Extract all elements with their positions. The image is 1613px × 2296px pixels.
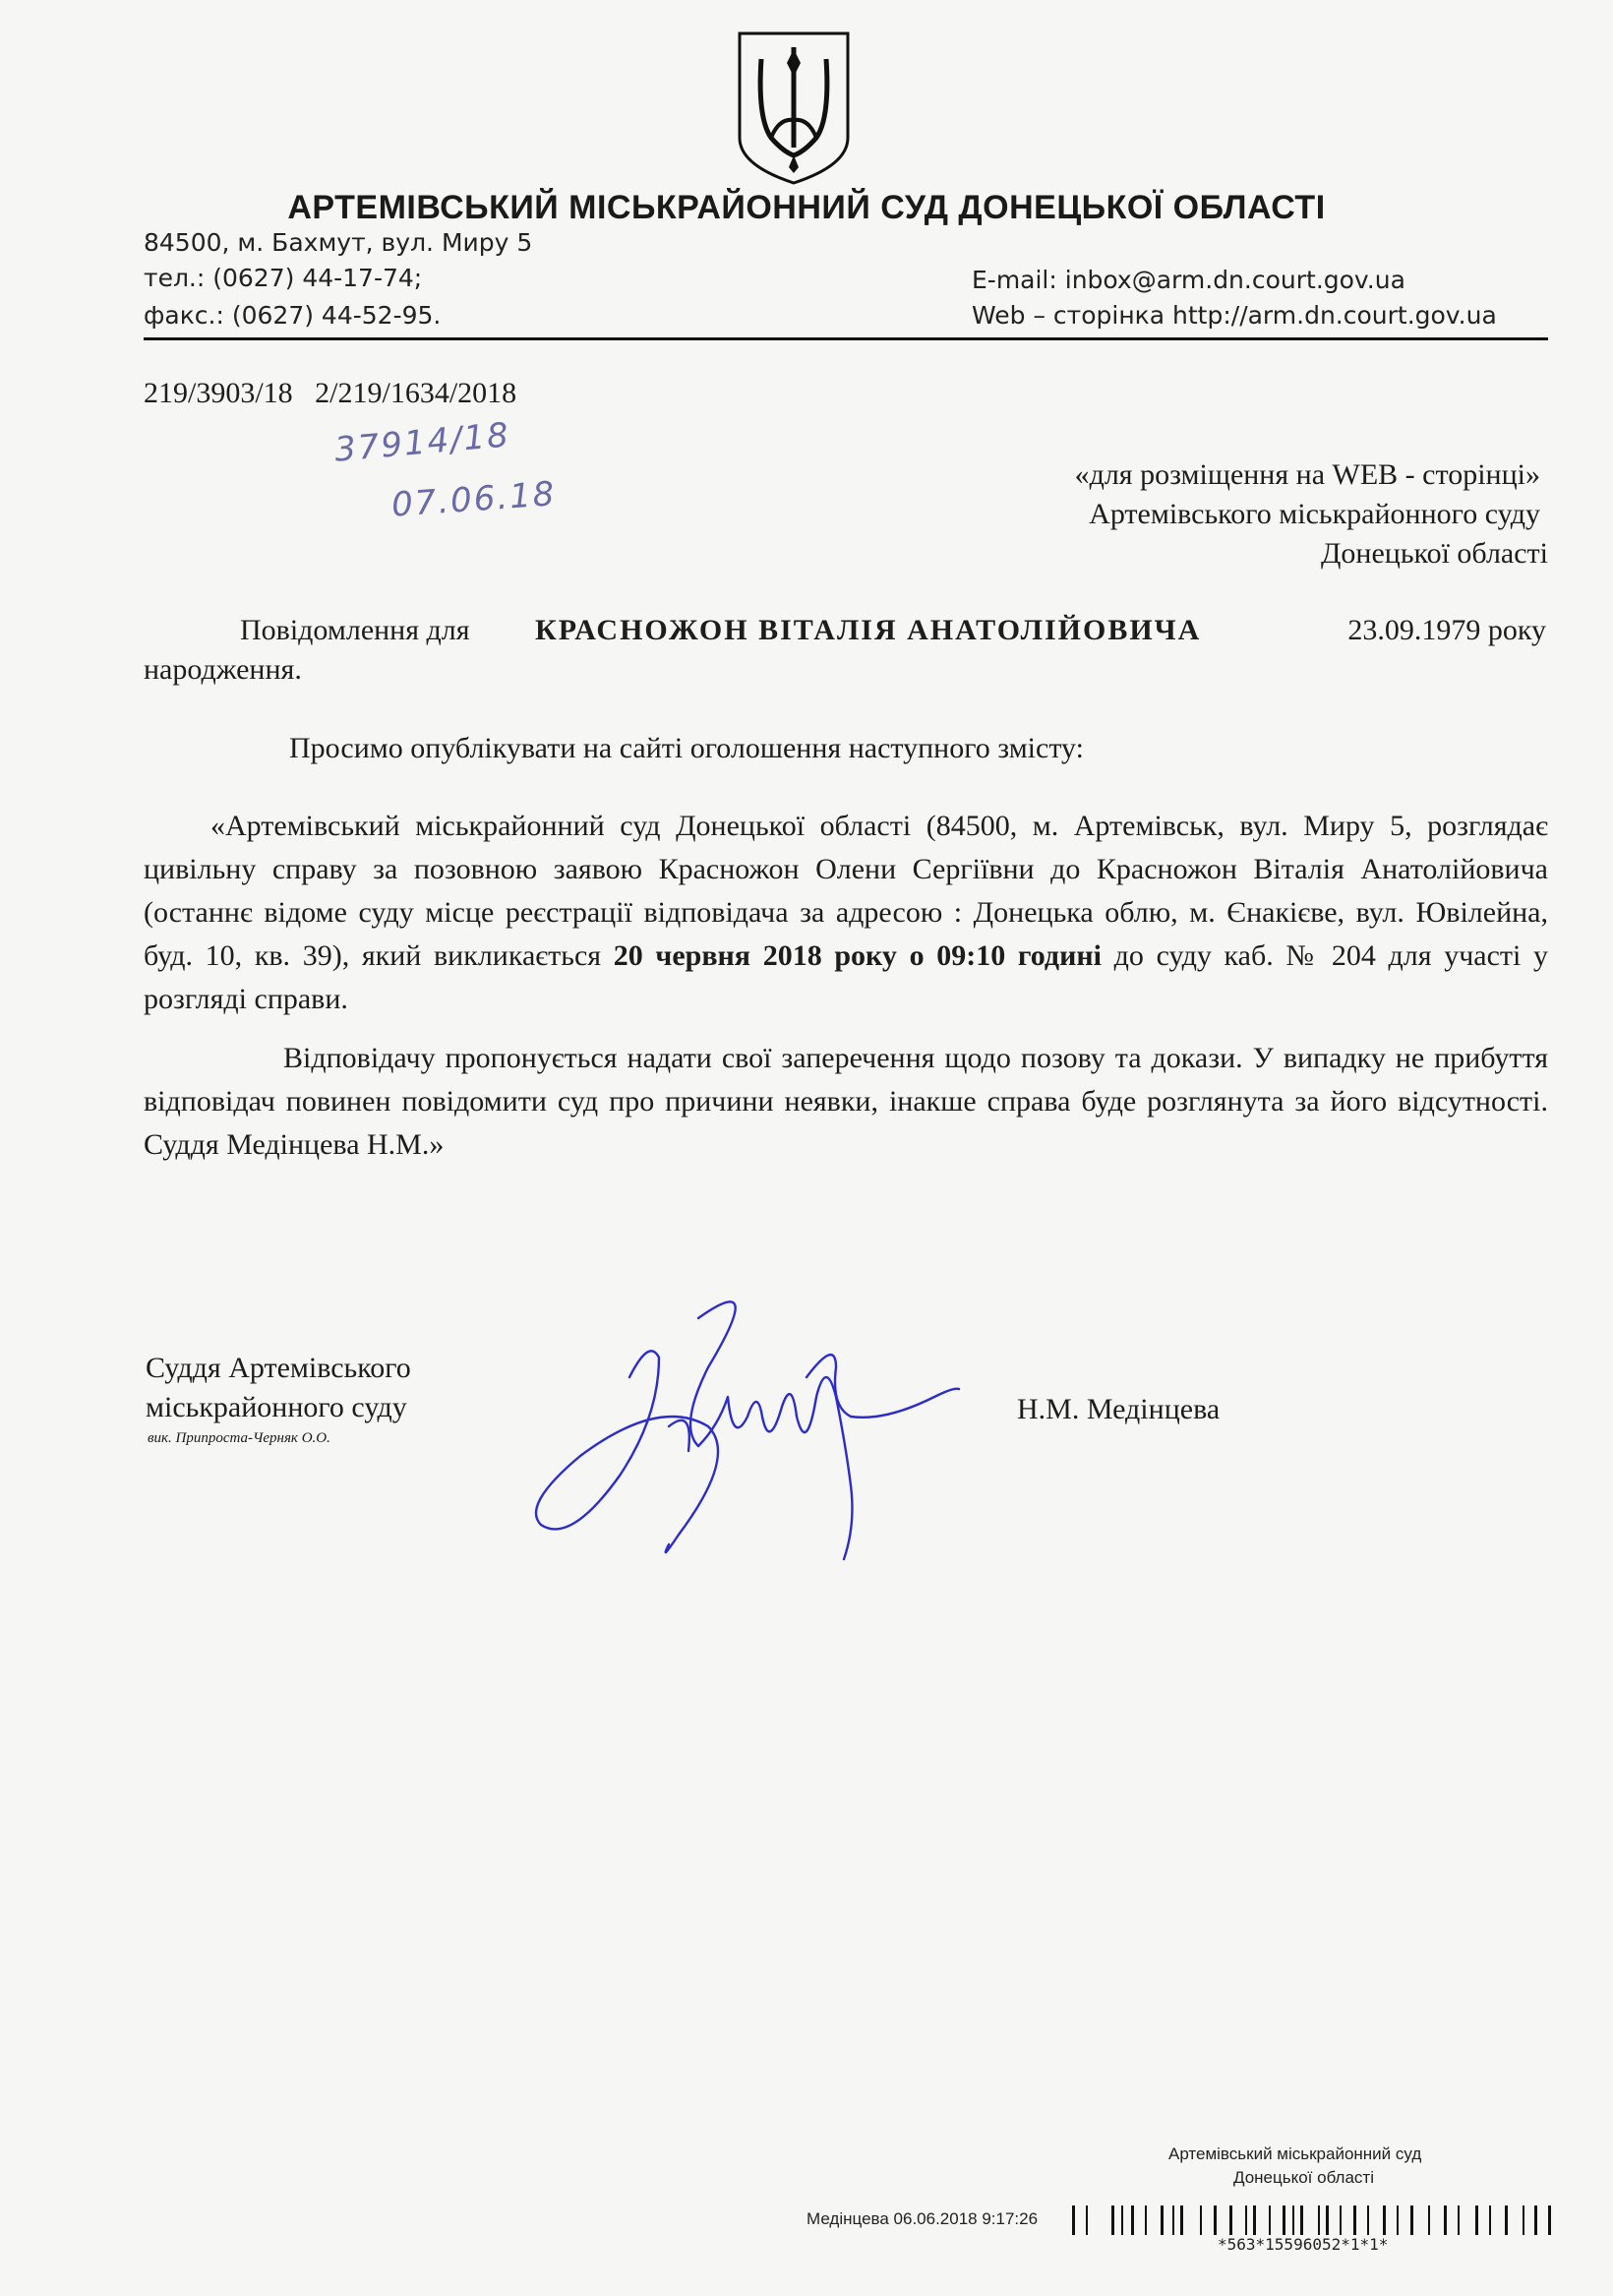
notice-prefix: Повідомлення для bbox=[240, 614, 470, 646]
notice-birth-tail: народження. bbox=[144, 653, 302, 686]
announcement-paragraph bbox=[144, 805, 1548, 1021]
recipient-line-2: Артемівського міськрайонного суду bbox=[1089, 498, 1540, 530]
hearing-date: 20 червня 2018 року о 09:10 годині bbox=[613, 939, 1102, 972]
announcement-text-end: до суду каб. № 204 для участі у розгляді справи. bbox=[144, 939, 1549, 1015]
signer-title-line-2: міськрайонного суду bbox=[146, 1391, 407, 1423]
warning-paragraph: Відповідачу пропонується надати свої заперечення щодо позову та докази. У випадку не прибуття відповідач повинен повідомити суд про причини неявки, інакше справа буде розглянута за його відсутності. Суддя Медінцева Н.М.» bbox=[144, 1042, 1548, 1161]
recipient-line-1: «для розміщення на WEB - сторінці» bbox=[1074, 458, 1540, 491]
stamp-court-line-1: Артемівський міськрайонний суд bbox=[1168, 2145, 1422, 2163]
header-divider bbox=[144, 337, 1548, 340]
court-address: 84500, м. Бахмут, вул. Миру 5 bbox=[144, 228, 533, 257]
tryzub-coat-of-arms-icon bbox=[732, 30, 856, 187]
barcode-number: *563*15596052*1*1* bbox=[1218, 2235, 1389, 2254]
handwritten-incoming-date: 07.06.18 bbox=[389, 474, 558, 525]
court-title: АРТЕМІВСЬКИЙ МІСЬКРАЙОННИЙ СУД ДОНЕЦЬКОЇ ОБЛАСТІ bbox=[287, 189, 1326, 226]
recipient-line-3: Донецької області bbox=[1320, 537, 1548, 570]
handwritten-signature bbox=[511, 1279, 964, 1613]
signer-name: Н.М. Медінцева bbox=[1017, 1393, 1221, 1425]
stamp-court-line-2: Донецької області bbox=[1233, 2168, 1374, 2187]
publication-request: Просимо опублікувати на сайті оголошення наступного змісту: bbox=[289, 732, 1084, 764]
executor-note: вик. Припроста-Черняк О.О. bbox=[148, 1430, 330, 1446]
court-email: E-mail: inbox@arm.dn.court.gov.ua bbox=[972, 266, 1405, 294]
court-phone: тел.: (0627) 44-17-74; bbox=[144, 264, 423, 292]
court-fax: факс.: (0627) 44-52-95. bbox=[144, 301, 442, 330]
signer-title-line-1: Суддя Артемівського bbox=[146, 1352, 411, 1384]
registration-timestamp: Медінцева 06.06.2018 9:17:26 bbox=[806, 2209, 1039, 2228]
notice-person-name: КРАСНОЖОН ВІТАЛІЯ АНАТОЛІЙОВИЧА bbox=[535, 614, 1202, 646]
notice-birth-date: 23.09.1979 року bbox=[1347, 614, 1546, 646]
handwritten-incoming-number: 37914/18 bbox=[332, 415, 512, 470]
announcement-text-start: «Артемівський міськрайонний суд Донецької області (84500, м. Артемівськ, вул. Миру 5, розглядає цивільну справу за позовною заявою Красножон Олени Сергіївни до Красножон Віталія Анатолійовича (останнє відоме суду місце реєстрації відповідача за адресою : Донецька облю, м. Єнакієве, вул. Ювілейна, буд. 10, кв. 39), який викликається bbox=[144, 810, 1548, 972]
court-website: Web – сторінка http://arm.dn.court.gov.ua bbox=[972, 301, 1497, 330]
case-reference-numbers: 219/3903/18 2/219/1634/2018 bbox=[144, 377, 517, 409]
